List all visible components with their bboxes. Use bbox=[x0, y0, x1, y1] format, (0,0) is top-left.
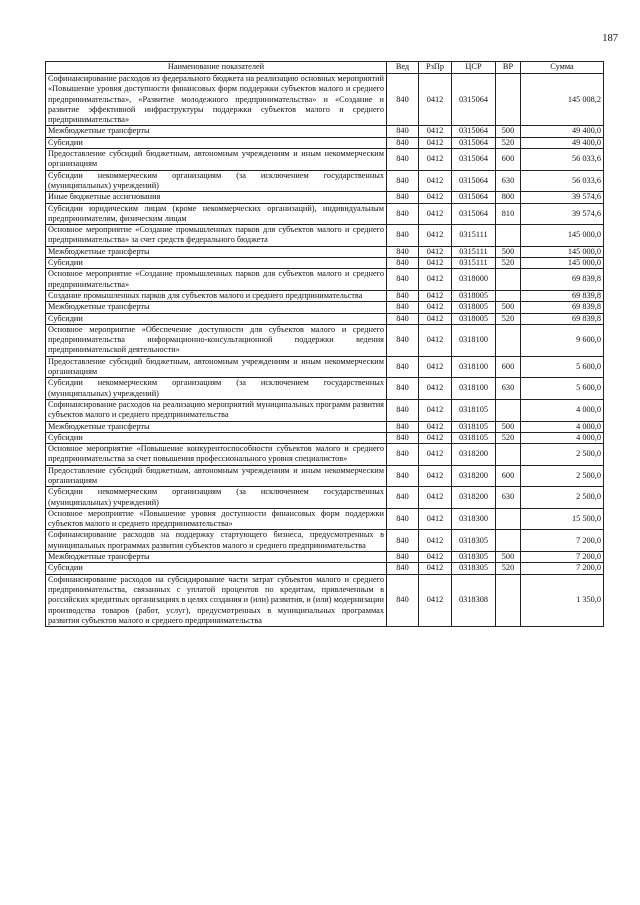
table-row bbox=[46, 563, 604, 574]
table-row bbox=[46, 126, 604, 137]
cell-vr bbox=[496, 530, 521, 552]
cell-ved: 840 bbox=[387, 225, 419, 247]
header-vr: ВР bbox=[496, 62, 521, 74]
cell-name: Субсидии юридическим лицам (кроме некоммерческих организаций), индивидуальным предпринимателям, физическим лицам bbox=[46, 203, 387, 225]
cell-ved: 840 bbox=[387, 444, 419, 466]
cell-vr: 520 bbox=[496, 432, 521, 443]
cell-sum: 15 500,0 bbox=[521, 508, 604, 530]
cell-ved: 840 bbox=[387, 149, 419, 171]
cell-sum: 2 500,0 bbox=[521, 444, 604, 466]
cell-vr bbox=[496, 444, 521, 466]
table-row bbox=[46, 552, 604, 563]
cell-csr: 0315064 bbox=[452, 203, 496, 225]
cell-name: Софинансирование расходов из федерального бюджета на реализацию основных мероприятий «Повышение уровня доступности финансовых форм поддержки субъектов малого и среднего предпринимательства», «Развитие молодежного предпринимательства» и «Создание и развитие эффективной инфраструктуры поддержки субъектов малого и среднего предпринимательства» bbox=[46, 74, 387, 126]
cell-rzpr: 0412 bbox=[419, 203, 452, 225]
cell-csr: 0315064 bbox=[452, 192, 496, 203]
cell-name: Предоставление субсидий бюджетным, автономным учреждениям и иным некоммерческим организациям bbox=[46, 356, 387, 378]
cell-name: Межбюджетные трансферты bbox=[46, 302, 387, 313]
cell-rzpr: 0412 bbox=[419, 356, 452, 378]
cell-ved: 840 bbox=[387, 290, 419, 301]
cell-ved: 840 bbox=[387, 324, 419, 356]
cell-rzpr: 0412 bbox=[419, 399, 452, 421]
cell-csr: 0318105 bbox=[452, 432, 496, 443]
cell-sum: 1 350,0 bbox=[521, 574, 604, 626]
table-row bbox=[46, 432, 604, 443]
cell-rzpr: 0412 bbox=[419, 74, 452, 126]
cell-rzpr: 0412 bbox=[419, 290, 452, 301]
cell-sum: 39 574,6 bbox=[521, 192, 604, 203]
cell-rzpr: 0412 bbox=[419, 302, 452, 313]
cell-csr: 0318100 bbox=[452, 356, 496, 378]
cell-name: Иные бюджетные ассигнования bbox=[46, 192, 387, 203]
cell-vr: 500 bbox=[496, 302, 521, 313]
table-row bbox=[46, 269, 604, 291]
cell-sum: 145 000,0 bbox=[521, 246, 604, 257]
cell-ved: 840 bbox=[387, 508, 419, 530]
table-row bbox=[46, 74, 604, 126]
cell-csr: 0315111 bbox=[452, 258, 496, 269]
cell-ved: 840 bbox=[387, 356, 419, 378]
table-row bbox=[46, 324, 604, 356]
cell-rzpr: 0412 bbox=[419, 192, 452, 203]
cell-sum: 69 839,8 bbox=[521, 269, 604, 291]
cell-rzpr: 0412 bbox=[419, 324, 452, 356]
cell-vr: 600 bbox=[496, 356, 521, 378]
cell-rzpr: 0412 bbox=[419, 563, 452, 574]
cell-ved: 840 bbox=[387, 399, 419, 421]
cell-vr bbox=[496, 399, 521, 421]
cell-rzpr: 0412 bbox=[419, 465, 452, 487]
cell-csr: 0318305 bbox=[452, 563, 496, 574]
table-row bbox=[46, 149, 604, 171]
table-row bbox=[46, 290, 604, 301]
table-row bbox=[46, 574, 604, 626]
cell-sum: 4 000,0 bbox=[521, 399, 604, 421]
cell-vr: 520 bbox=[496, 137, 521, 148]
cell-rzpr: 0412 bbox=[419, 269, 452, 291]
cell-sum: 145 000,0 bbox=[521, 258, 604, 269]
cell-rzpr: 0412 bbox=[419, 552, 452, 563]
cell-csr: 0318100 bbox=[452, 324, 496, 356]
cell-ved: 840 bbox=[387, 552, 419, 563]
header-csr: ЦСР bbox=[452, 62, 496, 74]
cell-name: Субсидии bbox=[46, 137, 387, 148]
cell-name: Межбюджетные трансферты bbox=[46, 246, 387, 257]
cell-name: Предоставление субсидий бюджетным, автономным учреждениям и иным некоммерческим организациям bbox=[46, 465, 387, 487]
cell-ved: 840 bbox=[387, 530, 419, 552]
cell-rzpr: 0412 bbox=[419, 378, 452, 400]
cell-sum: 69 839,8 bbox=[521, 313, 604, 324]
cell-vr: 520 bbox=[496, 313, 521, 324]
cell-rzpr: 0412 bbox=[419, 313, 452, 324]
cell-sum: 145 008,2 bbox=[521, 74, 604, 126]
cell-vr bbox=[496, 269, 521, 291]
cell-vr: 810 bbox=[496, 203, 521, 225]
cell-sum: 56 033,6 bbox=[521, 149, 604, 171]
cell-sum: 49 400,0 bbox=[521, 137, 604, 148]
cell-vr: 500 bbox=[496, 421, 521, 432]
cell-vr: 800 bbox=[496, 192, 521, 203]
cell-csr: 0318200 bbox=[452, 444, 496, 466]
cell-ved: 840 bbox=[387, 192, 419, 203]
cell-csr: 0315111 bbox=[452, 225, 496, 247]
table-row bbox=[46, 137, 604, 148]
cell-name: Софинансирование расходов на реализацию мероприятий муниципальных программ развития субъектов малого и среднего предпринимательства bbox=[46, 399, 387, 421]
cell-csr: 0318300 bbox=[452, 508, 496, 530]
cell-csr: 0318308 bbox=[452, 574, 496, 626]
header-ved: Вед bbox=[387, 62, 419, 74]
cell-rzpr: 0412 bbox=[419, 170, 452, 192]
cell-vr: 520 bbox=[496, 563, 521, 574]
table-row bbox=[46, 399, 604, 421]
cell-sum: 5 600,0 bbox=[521, 356, 604, 378]
cell-ved: 840 bbox=[387, 313, 419, 324]
cell-csr: 0315064 bbox=[452, 126, 496, 137]
cell-csr: 0315064 bbox=[452, 74, 496, 126]
cell-sum: 39 574,6 bbox=[521, 203, 604, 225]
cell-ved: 840 bbox=[387, 74, 419, 126]
cell-rzpr: 0412 bbox=[419, 421, 452, 432]
cell-sum: 7 200,0 bbox=[521, 563, 604, 574]
cell-csr: 0318105 bbox=[452, 421, 496, 432]
cell-sum: 56 033,6 bbox=[521, 170, 604, 192]
table-row bbox=[46, 530, 604, 552]
cell-csr: 0315064 bbox=[452, 149, 496, 171]
table-row bbox=[46, 302, 604, 313]
cell-name: Основное мероприятие «Обеспечение доступности для субъектов малого и среднего предпринимательства информационно-консультационной поддержки ведения предпринимательской деятельности» bbox=[46, 324, 387, 356]
table-row bbox=[46, 246, 604, 257]
cell-sum: 9 600,0 bbox=[521, 324, 604, 356]
cell-rzpr: 0412 bbox=[419, 530, 452, 552]
cell-ved: 840 bbox=[387, 258, 419, 269]
table-row bbox=[46, 225, 604, 247]
cell-name: Субсидии некоммерческим организациям (за исключением государственных (муниципальных) учреждений) bbox=[46, 378, 387, 400]
cell-name: Предоставление субсидий бюджетным, автономным учреждениям и иным некоммерческим организациям bbox=[46, 149, 387, 171]
cell-vr: 600 bbox=[496, 465, 521, 487]
cell-name: Создание промышленных парков для субъектов малого и среднего предпринимательства bbox=[46, 290, 387, 301]
table-body bbox=[46, 74, 604, 627]
cell-vr: 500 bbox=[496, 126, 521, 137]
cell-vr bbox=[496, 74, 521, 126]
table-row bbox=[46, 170, 604, 192]
cell-rzpr: 0412 bbox=[419, 137, 452, 148]
cell-vr: 600 bbox=[496, 149, 521, 171]
cell-vr: 630 bbox=[496, 170, 521, 192]
cell-csr: 0315064 bbox=[452, 170, 496, 192]
cell-rzpr: 0412 bbox=[419, 444, 452, 466]
cell-name: Субсидии некоммерческим организациям (за исключением государственных (муниципальных) учреждений) bbox=[46, 487, 387, 509]
cell-rzpr: 0412 bbox=[419, 246, 452, 257]
cell-sum: 4 000,0 bbox=[521, 421, 604, 432]
cell-ved: 840 bbox=[387, 137, 419, 148]
cell-rzpr: 0412 bbox=[419, 225, 452, 247]
cell-name: Софинансирование расходов на поддержку стартующего бизнеса, предусмотренных в муниципальных программах развития субъектов малого и среднего предпринимательства bbox=[46, 530, 387, 552]
cell-name: Основное мероприятие «Повышение конкурентоспособности субъектов малого и среднего предпринимательства за счет повышения профессионального уровня специалистов» bbox=[46, 444, 387, 466]
cell-ved: 840 bbox=[387, 574, 419, 626]
cell-sum: 7 200,0 bbox=[521, 530, 604, 552]
page-number: 187 bbox=[602, 33, 618, 44]
cell-name: Субсидии bbox=[46, 258, 387, 269]
cell-sum: 4 000,0 bbox=[521, 432, 604, 443]
cell-rzpr: 0412 bbox=[419, 487, 452, 509]
cell-name: Межбюджетные трансферты bbox=[46, 552, 387, 563]
cell-csr: 0318005 bbox=[452, 302, 496, 313]
cell-ved: 840 bbox=[387, 378, 419, 400]
cell-sum: 2 500,0 bbox=[521, 465, 604, 487]
cell-rzpr: 0412 bbox=[419, 508, 452, 530]
cell-csr: 0318000 bbox=[452, 269, 496, 291]
table-row bbox=[46, 465, 604, 487]
cell-csr: 0318200 bbox=[452, 465, 496, 487]
cell-csr: 0318005 bbox=[452, 290, 496, 301]
cell-name: Софинансирование расходов на субсидирование части затрат субъектов малого и среднего предпринимательства, связанных с уплатой процентов по кредитам, привлеченным в российских кредитных организациях в целях создания и (или) развития, и (или) модернизации производства товаров (работ, услуг), предусмотренных в муниципальных программах развития субъектов малого и среднего предпринимательства bbox=[46, 574, 387, 626]
cell-ved: 840 bbox=[387, 170, 419, 192]
cell-vr: 630 bbox=[496, 378, 521, 400]
cell-csr: 0318105 bbox=[452, 399, 496, 421]
table-row bbox=[46, 203, 604, 225]
cell-vr: 630 bbox=[496, 487, 521, 509]
cell-csr: 0315111 bbox=[452, 246, 496, 257]
cell-rzpr: 0412 bbox=[419, 126, 452, 137]
cell-sum: 7 200,0 bbox=[521, 552, 604, 563]
cell-name: Межбюджетные трансферты bbox=[46, 421, 387, 432]
cell-sum: 5 600,0 bbox=[521, 378, 604, 400]
cell-csr: 0318100 bbox=[452, 378, 496, 400]
cell-sum: 69 839,8 bbox=[521, 302, 604, 313]
cell-csr: 0318305 bbox=[452, 552, 496, 563]
cell-ved: 840 bbox=[387, 421, 419, 432]
cell-rzpr: 0412 bbox=[419, 149, 452, 171]
table-row bbox=[46, 378, 604, 400]
table-row bbox=[46, 444, 604, 466]
cell-ved: 840 bbox=[387, 432, 419, 443]
cell-ved: 840 bbox=[387, 487, 419, 509]
table-header-row bbox=[46, 62, 604, 74]
cell-vr bbox=[496, 508, 521, 530]
cell-ved: 840 bbox=[387, 269, 419, 291]
table-row bbox=[46, 192, 604, 203]
cell-ved: 840 bbox=[387, 126, 419, 137]
budget-table bbox=[45, 61, 604, 627]
cell-vr bbox=[496, 225, 521, 247]
cell-ved: 840 bbox=[387, 246, 419, 257]
table-row bbox=[46, 421, 604, 432]
table-row bbox=[46, 258, 604, 269]
cell-ved: 840 bbox=[387, 203, 419, 225]
cell-rzpr: 0412 bbox=[419, 432, 452, 443]
cell-csr: 0318200 bbox=[452, 487, 496, 509]
cell-sum: 2 500,0 bbox=[521, 487, 604, 509]
cell-csr: 0318005 bbox=[452, 313, 496, 324]
cell-name: Основное мероприятие «Создание промышленных парков для субъектов малого и среднего предпринимательства» за счет средств федерального бюджета bbox=[46, 225, 387, 247]
cell-sum: 69 839,8 bbox=[521, 290, 604, 301]
cell-vr bbox=[496, 324, 521, 356]
cell-rzpr: 0412 bbox=[419, 574, 452, 626]
cell-vr: 500 bbox=[496, 552, 521, 563]
cell-ved: 840 bbox=[387, 563, 419, 574]
table-row bbox=[46, 487, 604, 509]
cell-name: Субсидии bbox=[46, 432, 387, 443]
cell-name: Субсидии bbox=[46, 563, 387, 574]
header-sum: Сумма bbox=[521, 62, 604, 74]
header-rzpr: РзПр bbox=[419, 62, 452, 74]
cell-name: Межбюджетные трансферты bbox=[46, 126, 387, 137]
cell-sum: 145 000,0 bbox=[521, 225, 604, 247]
cell-ved: 840 bbox=[387, 465, 419, 487]
cell-ved: 840 bbox=[387, 302, 419, 313]
cell-name: Основное мероприятие «Создание промышленных парков для субъектов малого и среднего предпринимательства» bbox=[46, 269, 387, 291]
cell-name: Субсидии некоммерческим организациям (за исключением государственных (муниципальных) учреждений) bbox=[46, 170, 387, 192]
cell-vr bbox=[496, 574, 521, 626]
cell-vr: 520 bbox=[496, 258, 521, 269]
cell-rzpr: 0412 bbox=[419, 258, 452, 269]
table-row bbox=[46, 313, 604, 324]
table-row bbox=[46, 356, 604, 378]
cell-vr: 500 bbox=[496, 246, 521, 257]
cell-vr bbox=[496, 290, 521, 301]
cell-sum: 49 400,0 bbox=[521, 126, 604, 137]
table-row bbox=[46, 508, 604, 530]
cell-name: Основное мероприятие «Повышение уровня доступности финансовых форм поддержки субъектов малого и среднего предпринимательства» bbox=[46, 508, 387, 530]
cell-csr: 0315064 bbox=[452, 137, 496, 148]
cell-name: Субсидии bbox=[46, 313, 387, 324]
header-name: Наименование показателей bbox=[46, 62, 387, 74]
cell-csr: 0318305 bbox=[452, 530, 496, 552]
